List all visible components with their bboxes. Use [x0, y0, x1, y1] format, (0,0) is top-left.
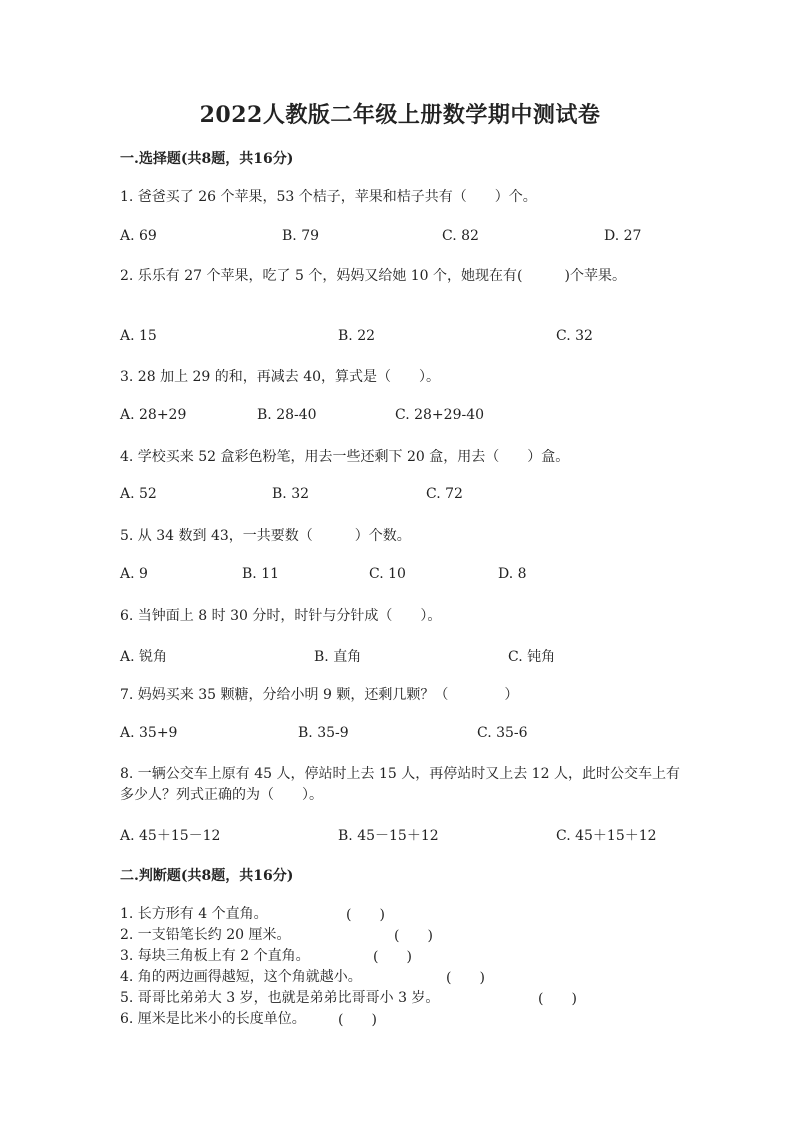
- question-1: 1. 爸爸买了 26 个苹果，53 个桔子，苹果和桔子共有（ ）个。: [120, 189, 537, 205]
- question-3: 3. 28 加上 29 的和，再减去 40，算式是（ ）。: [120, 369, 441, 385]
- question-2-options: [120, 328, 680, 348]
- option-a: A. 69: [120, 228, 157, 244]
- option-c: C. 10: [369, 566, 406, 582]
- question-4-options: [120, 486, 680, 506]
- page-title: 2022人教版二年级上册数学期中测试卷: [199, 102, 601, 128]
- answer-blank-6: ( ): [338, 1012, 377, 1028]
- section-heading-judgment: 二.判断题(共8题，共16分): [120, 868, 294, 884]
- judgment-item-2: 2. 一支铅笔长约 20 厘米。: [120, 927, 291, 943]
- option-b: B. 11: [242, 566, 280, 582]
- question-5: 5. 从 34 数到 43，一共要数（ ）个数。: [120, 528, 411, 544]
- question-8-options: [120, 825, 680, 845]
- option-b: B. 22: [338, 328, 376, 344]
- judgment-item-6: 6. 厘米是比米小的长度单位。: [120, 1011, 306, 1027]
- option-c: C. 72: [426, 486, 463, 502]
- option-c: C. 钝角: [508, 649, 556, 665]
- option-a: A. 9: [120, 566, 148, 582]
- option-a: A. 15: [120, 328, 157, 344]
- question-1-options: [120, 228, 680, 248]
- question-3-options: [120, 407, 680, 427]
- question-4: 4. 学校买来 52 盒彩色粉笔，用去一些还剩下 20 盒，用去（ ）盒。: [120, 449, 570, 465]
- option-b: B. 直角: [314, 649, 362, 665]
- option-a: A. 锐角: [120, 649, 168, 665]
- option-c: C. 82: [442, 228, 479, 244]
- answer-blank-5: ( ): [538, 991, 577, 1007]
- question-6: 6. 当钟面上 8 时 30 分时，时针与分针成（ ）。: [120, 608, 442, 624]
- option-a: A. 52: [120, 486, 157, 502]
- option-c: C. 28+29-40: [395, 407, 485, 423]
- answer-blank-2: ( ): [394, 928, 433, 944]
- option-c: C. 45＋15＋12: [556, 828, 657, 844]
- answer-blank-1: ( ): [346, 907, 385, 923]
- option-a: A. 28+29: [120, 407, 187, 423]
- question-6-options: [120, 646, 680, 666]
- option-d: D. 8: [498, 566, 527, 582]
- question-7: 7. 妈妈买来 35 颗糖，分给小明 9 颗，还剩几颗？（ ）: [120, 687, 519, 703]
- judgment-item-5: 5. 哥哥比弟弟大 3 岁，也就是弟弟比哥哥小 3 岁。: [120, 990, 440, 1006]
- question-2: 2. 乐乐有 27 个苹果，吃了 5 个，妈妈又给她 10 个，她现在有( )个苹果。: [120, 268, 626, 284]
- answer-blank-3: ( ): [373, 949, 412, 965]
- question-8: 8. 一辆公交车上原有 45 人，停站时上去 15 人，再停站时又上去 12 人，此时公交车上有多少人？列式正确的为（ ）。: [120, 766, 680, 803]
- option-c: C. 35-6: [477, 725, 528, 741]
- judgment-item-3: 3. 每块三角板上有 2 个直角。: [120, 948, 310, 964]
- judgment-item-1: 1. 长方形有 4 个直角。: [120, 906, 268, 922]
- option-b: B. 79: [282, 228, 320, 244]
- option-c: C. 32: [556, 328, 593, 344]
- option-b: B. 32: [272, 486, 310, 502]
- option-a: A. 45＋15－12: [120, 828, 221, 844]
- question-7-options: [120, 725, 680, 745]
- option-b: B. 35-9: [298, 725, 349, 741]
- section-heading-choice: 一.选择题(共8题，共16分): [120, 151, 294, 167]
- judgment-item-4: 4. 角的两边画得越短，这个角就越小。: [120, 969, 362, 985]
- answer-blank-4: ( ): [446, 970, 485, 986]
- option-b: B. 28-40: [257, 407, 317, 423]
- option-a: A. 35+9: [120, 725, 178, 741]
- option-d: D. 27: [604, 228, 642, 244]
- question-5-options: [120, 566, 680, 586]
- option-b: B. 45－15＋12: [338, 828, 439, 844]
